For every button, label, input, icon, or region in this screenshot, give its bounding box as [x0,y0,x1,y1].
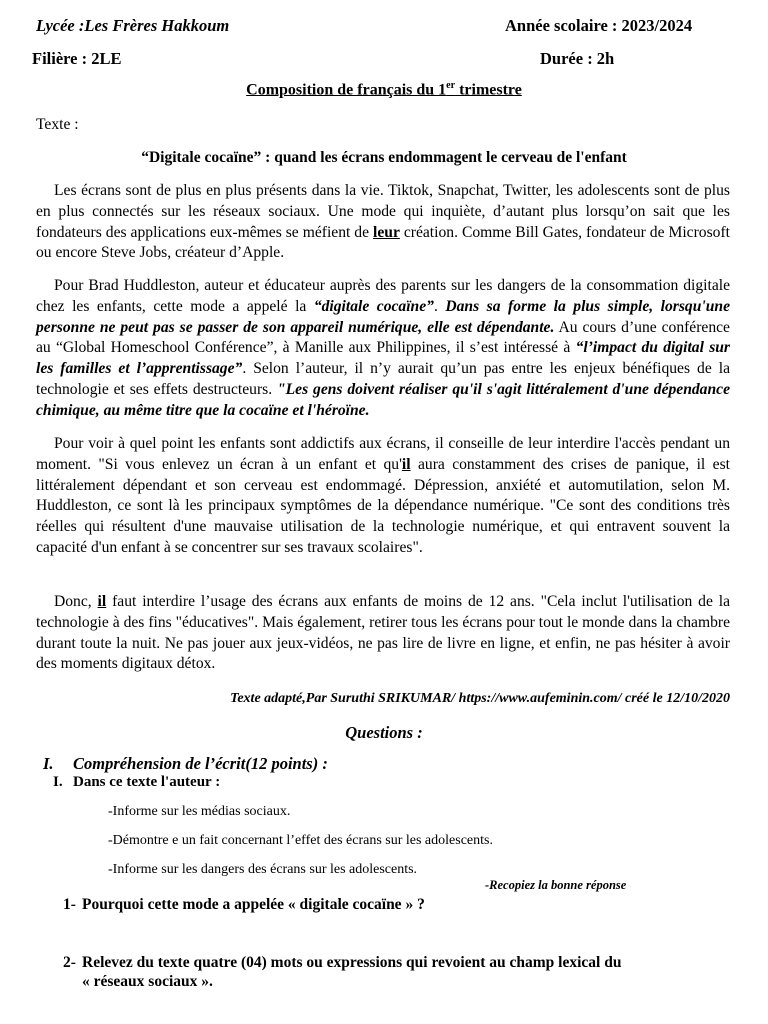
school-year: Année scolaire : 2023/2024 [505,16,693,35]
question-2-line-2: « réseaux sociaux ». [82,973,213,990]
exam-title-main: Composition de français du 1 [246,81,447,99]
quote-digitale-cocaine: “digitale cocaïne” [313,297,434,315]
duration: Durée : 2h [540,49,615,68]
word-il-1: il [401,455,411,473]
section-1-number: I. [43,754,54,773]
source-citation: Texte adapté,Par Suruthi SRIKUMAR/ https://www.aufeminin.com/ créé le 12/10/2020 [230,691,730,706]
question-2-line-1: Relevez du texte quatre (04) mots ou expressions qui revoient au champ lexical du [82,954,622,971]
question-2-number: 2- [63,954,76,971]
question-1-number: 1- [63,896,76,913]
questions-heading: Questions : [345,723,423,742]
section-1-title: Compréhension de l’écrit(12 points) : [73,754,328,773]
question-i-number: I. [53,774,63,790]
word-il-2: il [97,593,107,610]
paragraph-2: Pour Brad Huddleston, auteur et éducateur auprès des parents sur les dangers de la consommation digitale chez les enfants, cette mode a appelé la “digitale cocaïne”. Dans sa forme la plus simple, lorsqu'une personne ne peut pas se passer de son appareil numérique, elle est dépendante. Au cours d’une conférence au “Global Homeschool Conférence”, à Manille aux Philippines, il s’est intéressé à “l’impact du digital sur les familles et l’apprentissage”. Selon l’auteur, il n’y aurait qu’un pas entre les enjeux bénéfiques de la technologie et ses effets destructeurs. "Les gens doivent réaliser qu'il s'agit littéralement d'une dépendance chimique, au même titre que la cocaïne et l'héroïne. [36,277,731,419]
exam-title-end: trimestre [455,81,522,99]
option-3: -Informe sur les dangers des écrans sur les adolescents. [108,862,418,877]
exam-title-sup: er [446,80,456,91]
question-1-text: Pourquoi cette mode a appelée « digitale cocaïne » ? [82,896,425,913]
paragraph-1: Les écrans sont de plus en plus présents dans la vie. Tiktok, Snapchat, Twitter, les adolescents sont de plus en plus connectés sur les réseaux sociaux. Une mode qui inquiète, d’autant plus lorsqu’on sait que les fondateurs des applications eux-mêmes se méfient de leur création. Comme Bill Gates, fondateur de Microsoft ou encore Steve Jobs, créateur d’Apple. [36,182,730,262]
school-name: Lycée :Les Frères Hakkoum [36,16,230,35]
stream: Filière : 2LE [32,49,122,68]
copy-instruction: -Recopiez la bonne réponse [485,878,627,892]
paragraph-4: Donc, il faut interdire l’usage des écrans aux enfants de moins de 12 ans. "Cela inclut l'utilisation de la technologie à des fins "éducatives". Mais également, retirer tous les écrans pour tout le monde dans la chambre durant toute la nuit. Ne pas jouer aux jeux-vidéos, ne pas lire de livre en ligne, et enfin, ne pas hésiter à avoir des moments digitaux détox. [36,593,730,673]
texte-label: Texte : [36,116,79,133]
paragraph-3: Pour voir à quel point les enfants sont addictifs aux écrans, il conseille de leur interdire l'accès pendant un moment. "Si vous enlevez un écran à un enfant et qu'il aura constamment des crises de panique, il est littéralement dépendant et son cerveau est endommagé. Dépression, anxiété et automutilation, selon M. Huddleston, ce sont là les principaux symptômes de la dépendance numérique. "Ce sont des conditions très réelles qui résultent d'une mauvaise utilisation de la technologie numérique, et qui entravent souvent la capacité d'un enfant à se concentrer sur ses travaux scolaires". [36,435,730,556]
word-leur: leur [373,223,400,241]
option-2: -Démontre e un fait concernant l’effet des écrans sur les adolescents. [108,833,493,848]
question-i-text: Dans ce texte l'auteur : [73,774,221,790]
exam-title [0,80,768,99]
option-1: -Informe sur les médias sociaux. [108,804,291,819]
article-title: “Digitale cocaïne” : quand les écrans endommagent le cerveau de l'enfant [141,149,627,166]
